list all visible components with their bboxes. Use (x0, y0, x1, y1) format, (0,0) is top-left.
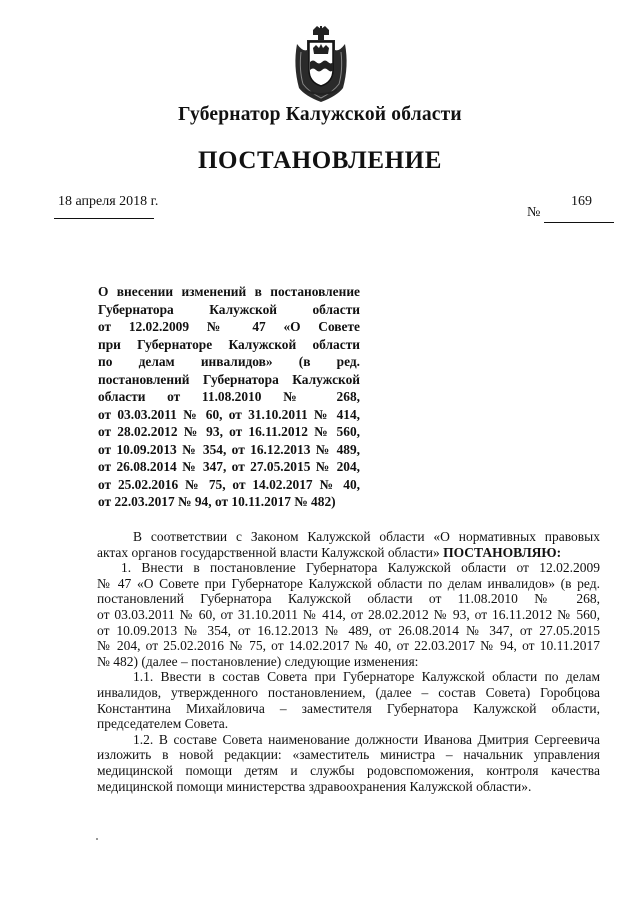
paragraph-1-line: от 03.03.2011 № 60, от 31.10.2011 № 414, от 28.02.2012 № 93, от 16.11.2012 № 560, (97, 606, 600, 622)
body-line: В соответствии с Законом Калужской области «О нормативных правовых (133, 529, 600, 544)
paragraph-1-line: № 482) (далее – постановление) следующие изменения: (97, 653, 419, 669)
subject-line: от 12.02.2009 № 47 «О Совете (98, 319, 360, 334)
paragraph-1-1-line: председателем Совета. (97, 716, 229, 732)
paragraph-1-1-line: инвалидов, утвержденного постановлением, (далее – состав Совета) Горобцова (97, 684, 600, 700)
subject-line: от 10.09.2013 № 354, от 16.12.2013 № 489, (98, 441, 360, 457)
paragraph-1-2-line: медицинской помощи детям и службы родовспоможения, контроля качества (97, 762, 600, 778)
date-underline (54, 218, 154, 219)
kaluga-coat-of-arms-icon (291, 26, 351, 104)
document-body (97, 529, 600, 794)
document-type-title: ПОСТАНОВЛЕНИЕ (197, 147, 443, 174)
subject-line: постановлений Губернатора Калужской (98, 371, 360, 387)
paragraph-1-2-line: изложить в новой редакции: «заместитель министра – начальник управления (97, 747, 600, 763)
paragraph-1-line: 1. Внести в постановление Губернатора Калужской области от 12.02.2009 (121, 560, 600, 576)
document-date: 18 апреля 2018 г. (58, 194, 159, 209)
paragraph-1-line: № 204, от 25.02.2016 № 75, от 14.02.2017 № 40, от 22.03.2017 № 94, от 10.11.2017 (97, 638, 600, 654)
subject-line: по делам инвалидов» (в ред. (98, 354, 360, 369)
body-line (97, 545, 600, 561)
subject-line: от 03.03.2011 № 60, от 31.10.2011 № 414, (98, 406, 360, 422)
decree-word: ПОСТАНОВЛЯЮ: (443, 544, 562, 560)
paragraph-1-1-line: 1.1. Ввести в состав Совета при Губернаторе Калужской области по делам (133, 669, 600, 685)
subject-line: Губернатора Калужской области (98, 301, 360, 317)
body-line-text: актах органов государственной власти Калужской области» (97, 544, 440, 560)
subject-line: области от 11.08.2010 № 268, (98, 389, 360, 404)
paragraph-1-1-line: Константина Михайловича – заместителя Губернатора Калужской области, (97, 700, 600, 716)
paragraph-1-line: постановлений Губернатора Калужской области от 11.08.2010 № 268, (97, 591, 600, 607)
scan-speck (96, 838, 98, 840)
authority-title: Губернатор Калужской области (178, 104, 462, 125)
number-underline (544, 222, 614, 223)
subject-line: от 25.02.2016 № 75, от 14.02.2017 № 40, (98, 476, 360, 492)
subject-line: от 28.02.2012 № 93, от 16.11.2012 № 560, (98, 424, 360, 439)
subject-line: от 22.03.2017 № 94, от 10.11.2017 № 482) (98, 494, 336, 509)
paragraph-1-2-line: 1.2. В составе Совета наименование должности Иванова Дмитрия Сергеевича (133, 731, 600, 747)
number-label: № (527, 205, 541, 220)
document-number: 169 (571, 194, 592, 209)
subject-line: от 26.08.2014 № 347, от 27.05.2015 № 204, (98, 459, 360, 474)
paragraph-1-line: от 10.09.2013 № 354, от 16.12.2013 № 489, от 26.08.2014 № 347, от 27.05.2015 (97, 622, 600, 638)
paragraph-1-2-line: медицинской помощи министерства здравоохранения Калужской области». (97, 778, 532, 794)
paragraph-1-line: № 47 «О Совете при Губернаторе Калужской области по делам инвалидов» (в ред. (97, 575, 600, 591)
subject-line: О внесении изменений в постановление (98, 284, 360, 299)
document-subject (98, 283, 360, 511)
subject-line: при Губернаторе Калужской области (98, 336, 360, 352)
